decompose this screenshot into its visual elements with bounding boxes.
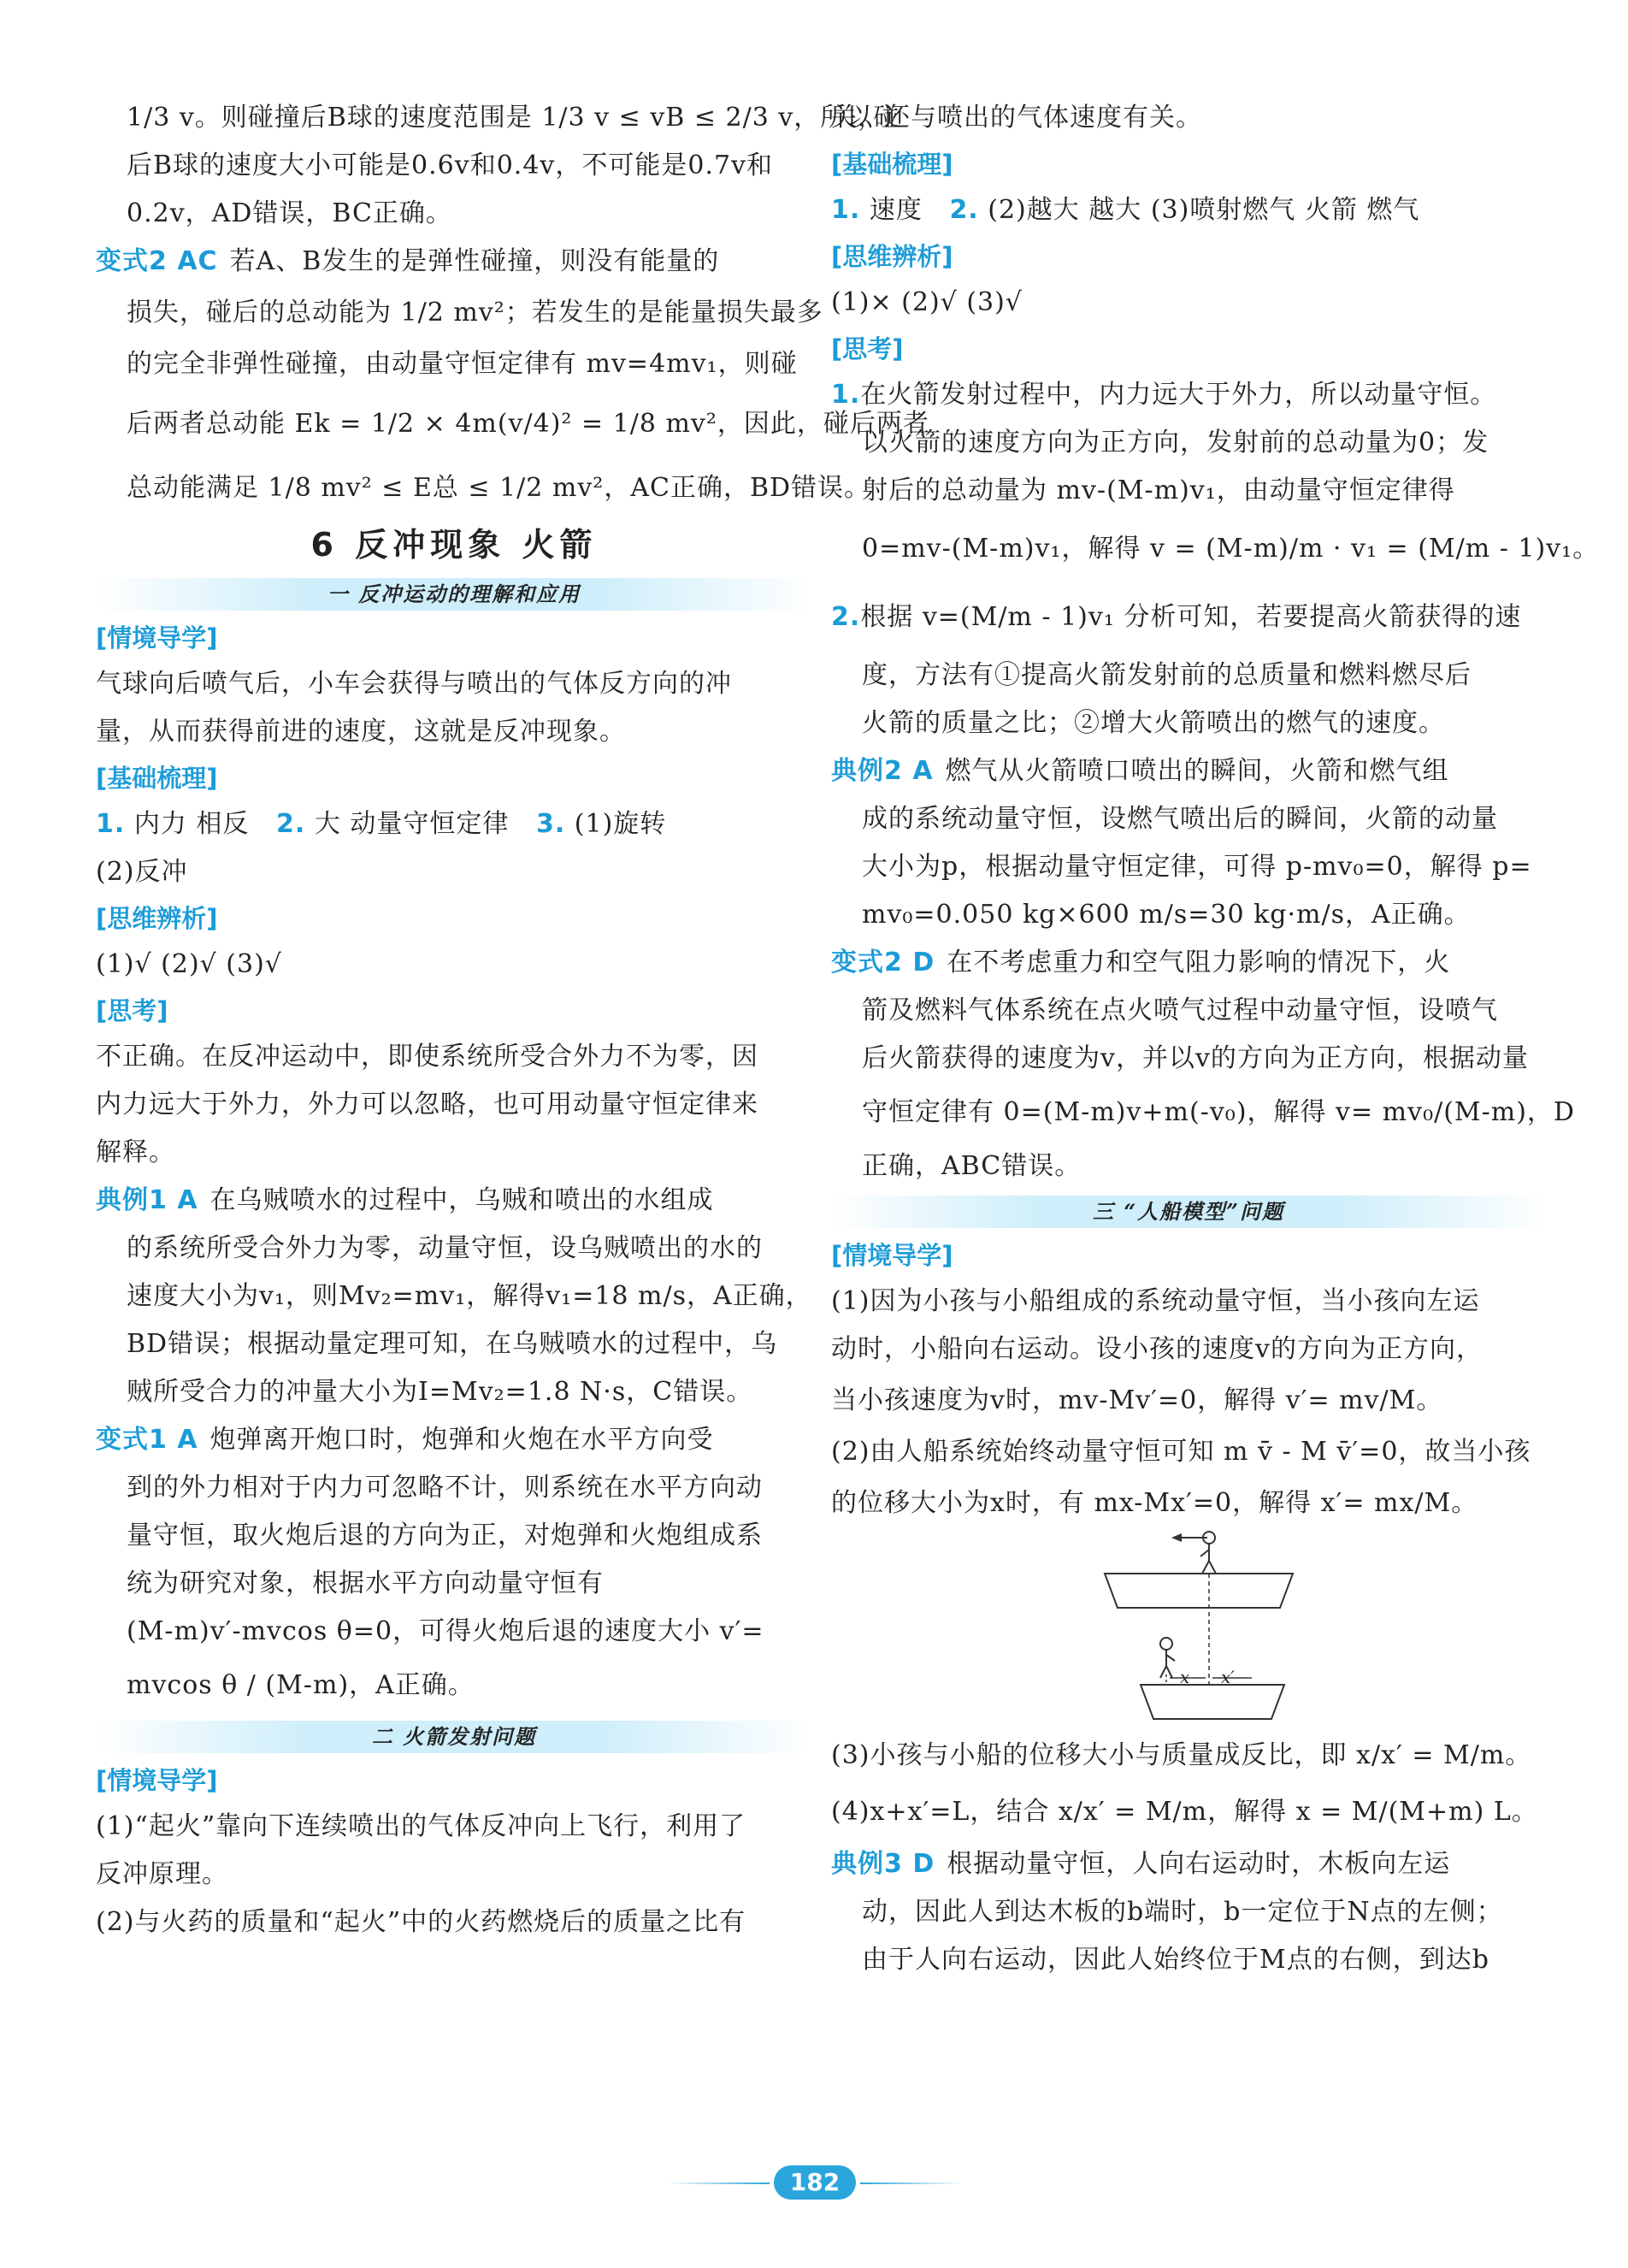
text: 炮弹离开炮口时，炮弹和火炮在水平方向受	[209, 1425, 714, 1455]
text-line: 箭及燃料气体系统在点火喷气过程中动量守恒，设喷气	[862, 995, 1498, 1025]
example-2	[831, 747, 1546, 795]
text: 大 动量守恒定律	[314, 809, 510, 839]
text-line: 后两者总动能 Ek = 1/2 × 4m(v/4)² = 1/8 mv²，因此，碰后两者	[127, 409, 929, 439]
item-number: 2.	[949, 195, 979, 225]
section-heading: 一 反冲运动的理解和应用	[96, 578, 812, 611]
section-heading: 二 火箭发射问题	[96, 1721, 812, 1753]
text-line: (1)√ (2)√ (3)√	[96, 949, 282, 979]
text-line: 以火箭的速度方向为正方向，发射前的总动量为0；发	[862, 428, 1489, 458]
text: (2)越大 越大 (3)喷射燃气 火箭 燃气	[988, 195, 1420, 225]
text-line: 统为研究对象，根据水平方向动量守恒有	[127, 1568, 604, 1598]
text-line: 后B球的速度大小可能是0.6v和0.4v，不可能是0.7v和	[127, 151, 774, 180]
text-line: (2)由人船系统始终动量守恒可知 m v̄ - M v̄′=0，故当小孩	[831, 1437, 1531, 1467]
text-line: 总动能满足 1/8 mv² ≤ E总 ≤ 1/2 mv²，AC正确，BD错误。	[127, 473, 871, 503]
example-1	[96, 1177, 812, 1225]
x-label: x	[1180, 1667, 1190, 1687]
footer-divider	[860, 2182, 963, 2184]
text-line: 射后的总动量为 mv-(M-m)v₁，由动量守恒定律得	[862, 475, 1455, 505]
answer-lead: 变式1 A	[96, 1425, 198, 1455]
answer-lead: 变式2 AC	[96, 246, 218, 276]
answers-line	[96, 800, 812, 848]
example-3	[831, 1840, 1546, 1888]
text-line: 成的系统动量守恒，设燃气喷出后的瞬间，火箭的动量	[862, 804, 1498, 834]
text-line: 动，因此人到达木板的b端时，b一定位于N点的左侧；	[862, 1897, 1503, 1927]
text-line: 度，方法有①提高火箭发射前的总质量和燃料燃尽后	[862, 660, 1472, 690]
section-tag: [思维辨析]	[831, 242, 953, 271]
text-line: 速度大小为v₁，则Mv₂=mv₁，解得v₁=18 m/s，A正确，	[127, 1281, 812, 1311]
thinking-item-2	[831, 583, 1546, 652]
text-line: 的完全非弹性碰撞，由动量守恒定律有 mv=4mv₁，则碰	[127, 349, 798, 379]
text-line: mv₀=0.050 kg×600 m/s=30 kg·m/s，A正确。	[862, 900, 1471, 930]
text-line: 后火箭获得的速度为v，并以v的方向为正方向，根据动量	[862, 1043, 1529, 1073]
text: 速度	[869, 195, 923, 225]
text-line: 1/3 v。则碰撞后B球的速度范围是 1/3 v ≤ vB ≤ 2/3 v，所以碰	[127, 103, 900, 133]
thinking-item-1	[831, 371, 1546, 419]
answers-line	[831, 186, 1546, 234]
text: (1)旋转	[574, 809, 667, 839]
footer-divider	[667, 2182, 770, 2184]
text: 内力 相反	[133, 809, 250, 839]
text-line: 量守恒，取火炮后退的方向为正，对炮弹和火炮组成系	[127, 1521, 763, 1550]
text-line: mvcos θ / (M-m)，A正确。	[127, 1670, 475, 1700]
text-line: 0=mv-(M-m)v₁，解得 v = (M-m)/m · v₁ = (M/m - 1)v₁。	[862, 534, 1600, 564]
item-number: 1.	[831, 380, 861, 410]
example-variant-2	[831, 939, 1546, 987]
text-line: (3)小孩与小船的位移大小与质量成反比，即 x/x′ = M/m。	[831, 1740, 1532, 1770]
item-number: 2.	[831, 602, 861, 632]
answer-lead: 变式2 D	[831, 948, 935, 977]
text-line: 的位移大小为x时，有 mx-Mx′=0，解得 x′= mx/M。	[831, 1488, 1478, 1518]
text-line: 大小为p，根据动量守恒定律，可得 p-mv₀=0，解得 p=	[862, 852, 1532, 882]
section-tag: [基础梳理]	[96, 764, 218, 793]
text-line: (1)因为小孩与小船组成的系统动量守恒，当小孩向左运	[831, 1286, 1480, 1316]
section-tag: [思考]	[831, 334, 904, 363]
section-tag: [情境导学]	[831, 1241, 953, 1270]
text-line: (2)反冲	[96, 857, 188, 887]
page-number: 182	[774, 2165, 856, 2200]
text-line: (1)“起火”靠向下连续喷出的气体反冲向上飞行，利用了	[96, 1811, 746, 1841]
answer-lead: 典例2 A	[831, 756, 934, 786]
text: 若A、B发生的是弹性碰撞，则没有能量的	[229, 246, 720, 276]
text: 在不考虑重力和空气阻力影响的情况下，火	[947, 948, 1451, 977]
boat-diagram	[831, 1531, 1546, 1728]
text-line: 贼所受合力的冲量大小为I=Mv₂=1.8 N·s，C错误。	[127, 1377, 753, 1407]
text-line: 0.2v，AD错误，BC正确。	[127, 198, 452, 228]
text-line: 动时，小船向右运动。设小孩的速度v的方向为正方向，	[831, 1334, 1483, 1364]
boat-model-figure	[831, 1531, 1546, 1728]
answer-lead: 典例3 D	[831, 1849, 935, 1879]
item-number: 2.	[275, 809, 306, 839]
text-line: 不正确。在反冲运动中，即使系统所受合外力不为零，因	[96, 1042, 758, 1072]
text-line: 内力远大于外力，外力可以忽略，也可用动量守恒定律来	[96, 1090, 758, 1119]
text-line: (2)与火药的质量和“起火”中的火药燃烧后的质量之比有	[96, 1907, 746, 1937]
x-prime-label: x′	[1221, 1667, 1235, 1687]
text-line: 正确，ABC错误。	[862, 1151, 1082, 1181]
text-line: (M-m)v′-mvcos θ=0，可得火炮后退的速度大小 v′=	[127, 1616, 764, 1646]
text-line: (4)x+x′=L，结合 x/x′ = M/m，解得 x = M/(M+m) L。	[831, 1797, 1538, 1827]
section-tag: [情境导学]	[96, 623, 218, 653]
item-number: 1.	[96, 809, 126, 839]
text-line: 反冲原理。	[96, 1859, 228, 1889]
section-tag: [情境导学]	[96, 1766, 218, 1795]
section-tag: [思维辨析]	[96, 904, 218, 933]
text-line: BD错误；根据动量定理可知，在乌贼喷水的过程中，乌	[127, 1329, 778, 1359]
boat-shape	[1105, 1574, 1293, 1608]
section-tag: [基础梳理]	[831, 150, 953, 179]
example-variant-1	[96, 1416, 812, 1464]
text-line: 的系统所受合外力为零，动量守恒，设乌贼喷出的水的	[127, 1233, 763, 1263]
text-line: 气球向后喷气后，小车会获得与喷出的气体反方向的冲	[96, 669, 732, 699]
text-line: 损失，碰后的总动能为 1/2 mv²；若发生的是能量损失最多	[127, 298, 823, 328]
text-line: (1)× (2)√ (3)√	[831, 287, 1023, 317]
section-heading: 三 “人船模型”问题	[831, 1196, 1546, 1228]
text-line: 到的外力相对于内力可忽略不计，则系统在水平方向动	[127, 1473, 763, 1503]
child-figure	[1160, 1638, 1172, 1650]
item-number: 3.	[535, 809, 566, 839]
section-tag: [思考]	[96, 996, 168, 1025]
example-variant-2	[96, 238, 812, 286]
text: 在乌贼喷水的过程中，乌贼和喷出的水组成	[209, 1185, 714, 1215]
text-line: 当小孩速度为v时，mv-Mv′=0，解得 v′= mv/M。	[831, 1385, 1443, 1415]
text: 根据 v=(M/m - 1)v₁ 分析可知，若要提高火箭获得的速	[860, 602, 1522, 632]
text-line: 关，还与喷出的气体速度有关。	[831, 103, 1202, 133]
boat-shape	[1141, 1685, 1284, 1719]
chapter-title: 6 反冲现象 火箭	[310, 526, 598, 564]
text: 根据动量守恒，人向右运动时，木板向左运	[947, 1849, 1451, 1879]
right-column	[831, 94, 1600, 1984]
text-line: 火箭的质量之比；②增大火箭喷出的燃气的速度。	[862, 708, 1445, 738]
page-footer	[0, 2155, 1628, 2206]
text: 在火箭发射过程中，内力远大于外力，所以动量守恒。	[860, 380, 1497, 410]
text-line: 量，从而获得前进的速度，这就是反冲现象。	[96, 717, 626, 747]
text: 燃气从火箭喷口喷出的瞬间，火箭和燃气组	[945, 756, 1449, 786]
answer-lead: 典例1 A	[96, 1185, 198, 1215]
text-line: 守恒定律有 0=(M-m)v+m(-v₀)，解得 v= mv₀/(M-m)，D	[862, 1097, 1575, 1127]
text-line: 解释。	[96, 1137, 175, 1167]
item-number: 1.	[831, 195, 861, 225]
text-line: 由于人向右运动，因此人始终位于M点的右侧，到达b	[862, 1945, 1489, 1975]
